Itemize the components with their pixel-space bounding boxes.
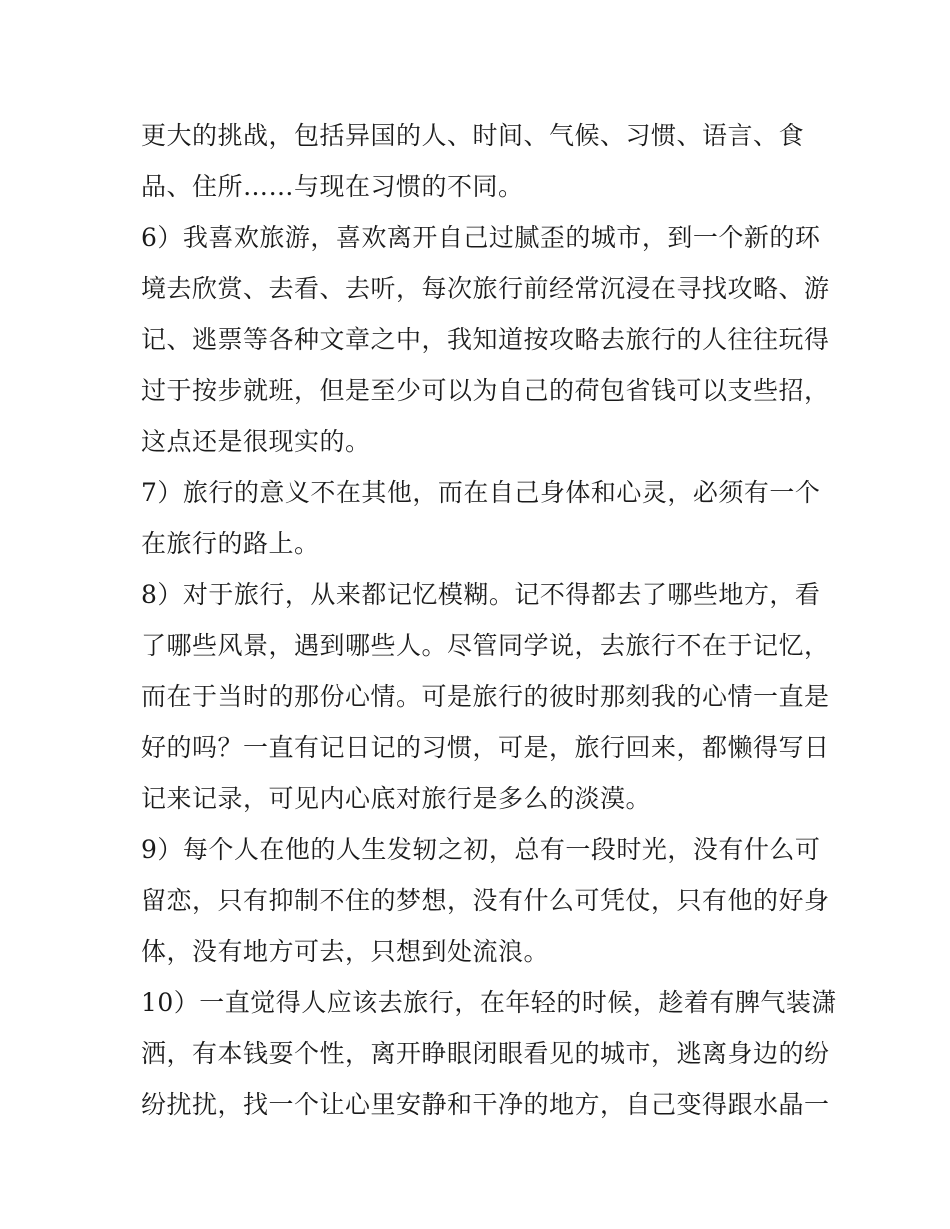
- text-line: 9）每个人在他的人生发轫之初，总有一段时光，没有什么可: [141, 835, 821, 864]
- text-line: 境去欣赏、去看、去听，每次旅行前经常沉浸在寻找攻略、游: [141, 274, 830, 303]
- text-line: 纷扰扰，找一个让心里安静和干净的地方，自己变得跟水晶一: [141, 1090, 830, 1119]
- text-line: 记、逃票等各种文章之中，我知道按攻略去旅行的人往往玩得: [141, 325, 830, 354]
- text-line: 品、住所……与现在习惯的不同。: [141, 172, 524, 201]
- text-line: 8）对于旅行，从来都记忆模糊。记不得都去了哪些地方，看: [141, 580, 821, 609]
- text-line: 更大的挑战，包括异国的人、时间、气候、习惯、语言、食: [141, 121, 805, 150]
- text-line: 了哪些风景，遇到哪些人。尽管同学说，去旅行不在于记忆，: [141, 631, 830, 660]
- text-line: 洒，有本钱耍个性，离开睁眼闭眼看见的城市，逃离身边的纷: [141, 1039, 830, 1068]
- text-line: 10）一直觉得人应该去旅行，在年轻的时候，趁着有脾气装潇: [141, 988, 837, 1017]
- text-line: 留恋，只有抑制不住的梦想，没有什么可凭仗，只有他的好身: [141, 886, 830, 915]
- text-line: 7）旅行的意义不在其他，而在自己身体和心灵，必须有一个: [141, 478, 821, 507]
- text-line: 而在于当时的那份心情。可是旅行的彼时那刻我的心情一直是: [141, 682, 830, 711]
- text-line: 过于按步就班，但是至少可以为自己的荷包省钱可以支些招，: [141, 376, 830, 405]
- body-text: [141, 110, 837, 1130]
- text-line: 在旅行的路上。: [141, 529, 320, 558]
- text-line: 体，没有地方可去，只想到处流浪。: [141, 937, 550, 966]
- text-line: 这点还是很现实的。: [141, 427, 371, 456]
- text-line: 记来记录，可见内心底对旅行是多么的淡漠。: [141, 784, 652, 813]
- text-line: 好的吗？一直有记日记的习惯，可是，旅行回来，都懒得写日: [141, 733, 830, 762]
- text-line: 6）我喜欢旅游，喜欢离开自己过腻歪的城市，到一个新的环: [141, 223, 821, 252]
